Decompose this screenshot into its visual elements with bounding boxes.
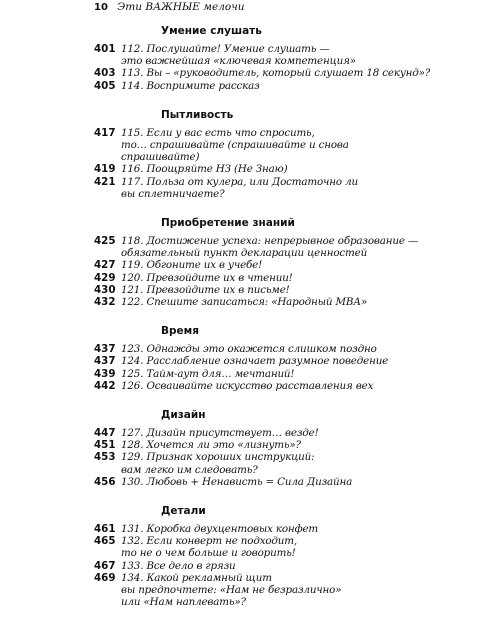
toc-entry-text bbox=[121, 127, 444, 164]
toc-page-number: 419 bbox=[94, 163, 116, 176]
toc-entry bbox=[94, 523, 444, 535]
toc-entry-line: 122. Спешите записаться: «Народный МВА» bbox=[121, 296, 368, 309]
toc-entry-text bbox=[121, 572, 444, 609]
toc-page-number: 421 bbox=[94, 175, 116, 188]
toc-entry-text bbox=[121, 80, 444, 92]
toc-entry-line: 129. Признак хороших инструкций: bbox=[121, 451, 315, 464]
toc-entry-line: то не о чем больше и говорить! bbox=[121, 547, 296, 560]
toc-entry-line: 120. Превзойдите их в чтении! bbox=[121, 271, 293, 284]
toc-entry bbox=[94, 476, 444, 488]
toc-entry-text bbox=[121, 296, 444, 308]
toc-entry-text bbox=[121, 523, 444, 535]
toc-entry-text bbox=[121, 451, 444, 475]
toc-entry bbox=[94, 235, 444, 259]
toc-page-number: 456 bbox=[94, 475, 116, 488]
toc-entry bbox=[94, 368, 444, 380]
toc-page-number: 437 bbox=[94, 343, 116, 356]
toc-page-number: 425 bbox=[94, 235, 116, 248]
toc-entry-line: 117. Польза от кулера, или Достаточно ли bbox=[121, 175, 358, 188]
toc-entry bbox=[94, 272, 444, 284]
toc-entry bbox=[94, 560, 444, 572]
toc-entry-text bbox=[121, 476, 444, 488]
toc-page-number: 439 bbox=[94, 367, 116, 380]
toc-entry-text bbox=[121, 368, 444, 380]
toc-entry-text bbox=[121, 163, 444, 175]
toc-entry bbox=[94, 163, 444, 175]
toc-entry-line: вам легко им следовать? bbox=[121, 463, 258, 476]
toc-page-number: 403 bbox=[94, 67, 116, 80]
toc-entry bbox=[94, 380, 444, 392]
toc-entry-text bbox=[121, 439, 444, 451]
toc-entry-text bbox=[121, 43, 444, 67]
toc-entry-line: это важнейшая «ключевая компетенция» bbox=[121, 55, 356, 68]
toc-entry-line: 121. Превзойдите их в письме! bbox=[121, 283, 290, 296]
toc-page-number: 430 bbox=[94, 283, 116, 296]
toc-entry-line: 130. Любовь + Ненависть = Сила Дизайна bbox=[121, 475, 353, 488]
toc-entry-text bbox=[121, 355, 444, 367]
toc-entry-line: 132. Если конверт не подходит, bbox=[121, 535, 297, 548]
toc-entry-line: 113. Вы – «руководитель, который слушает 18 секунд»? bbox=[121, 67, 431, 80]
toc-section bbox=[94, 409, 444, 488]
section-title: Пытливость bbox=[161, 108, 234, 121]
toc-entry-line: 119. Обгоните их в учебе! bbox=[121, 259, 263, 272]
toc-entry-line: 123. Однажды это окажется слишком поздно bbox=[121, 343, 377, 356]
toc-entry-text bbox=[121, 343, 444, 355]
section-title: Время bbox=[161, 325, 199, 338]
toc-entry bbox=[94, 67, 444, 79]
running-head bbox=[94, 1, 245, 14]
toc-entry bbox=[94, 127, 444, 164]
toc-entry-text bbox=[121, 380, 444, 392]
toc-entry-line: 124. Расслабление означает разумное поведение bbox=[121, 355, 389, 368]
toc-page-number: 405 bbox=[94, 79, 116, 92]
toc-entry bbox=[94, 259, 444, 271]
toc-entry-text bbox=[121, 176, 444, 200]
toc-entry-text bbox=[121, 67, 444, 79]
toc-entry bbox=[94, 176, 444, 200]
toc-entry-text bbox=[121, 427, 444, 439]
toc-entry bbox=[94, 284, 444, 296]
table-of-contents bbox=[94, 25, 444, 626]
toc-page-number: 401 bbox=[94, 43, 116, 55]
toc-entry-text bbox=[121, 284, 444, 296]
section-title: Приобретение знаний bbox=[161, 217, 295, 230]
toc-section bbox=[94, 109, 444, 200]
toc-page-number: 465 bbox=[94, 535, 116, 548]
section-title: Умение слушать bbox=[161, 25, 262, 37]
toc-entry bbox=[94, 427, 444, 439]
toc-entry-line: спрашивайте) bbox=[121, 151, 200, 164]
toc-page-number: 429 bbox=[94, 271, 116, 284]
toc-entry bbox=[94, 296, 444, 308]
toc-entry bbox=[94, 355, 444, 367]
toc-entry-line: 115. Если у вас есть что спросить, bbox=[121, 126, 315, 139]
toc-entry-line: 118. Достижение успеха: непрерывное образование — bbox=[121, 235, 419, 248]
toc-entry-line: вы сплетничаете? bbox=[121, 187, 225, 200]
toc-page-number: 417 bbox=[94, 126, 116, 139]
toc-entry-line: то… спрашивайте (спрашивайте и снова bbox=[121, 139, 349, 152]
toc-entry-line: вы предпочтете: «Нам не безразлично» bbox=[121, 584, 342, 597]
section-title: Дизайн bbox=[161, 409, 206, 422]
toc-page-number: 451 bbox=[94, 439, 116, 452]
toc-entry-line: 133. Все дело в грязи bbox=[121, 559, 236, 572]
toc-entry-line: 125. Тайм-аут для… мечтаний! bbox=[121, 367, 295, 380]
toc-entry-text bbox=[121, 535, 444, 559]
toc-entry-line: 131. Коробка двухцентовых конфет bbox=[121, 523, 319, 536]
toc-entry bbox=[94, 439, 444, 451]
toc-entry bbox=[94, 343, 444, 355]
toc-entry bbox=[94, 451, 444, 475]
toc-section bbox=[94, 217, 444, 308]
toc-entry-line: обязательный пункт декларации ценностей bbox=[121, 247, 368, 260]
toc-page-number: 442 bbox=[94, 379, 116, 392]
page-number: 10 bbox=[94, 2, 108, 13]
toc-page-number: 461 bbox=[94, 523, 116, 536]
toc-entry-text bbox=[121, 259, 444, 271]
toc-page-number: 437 bbox=[94, 355, 116, 368]
toc-entry bbox=[94, 535, 444, 559]
toc-entry-text bbox=[121, 235, 444, 259]
toc-page-number: 453 bbox=[94, 451, 116, 464]
section-title: Детали bbox=[161, 505, 206, 518]
toc-entry bbox=[94, 572, 444, 609]
toc-entry-line: 127. Дизайн присутствует… везде! bbox=[121, 427, 319, 440]
toc-page-number: 432 bbox=[94, 296, 116, 309]
toc-section bbox=[94, 25, 444, 92]
toc-entry-line: 126. Осваивайте искусство расставления вех bbox=[121, 379, 374, 392]
running-head-title: Эти ВАЖНЫЕ мелочи bbox=[117, 1, 245, 13]
toc-entry-line: 134. Какой рекламный щит bbox=[121, 571, 272, 584]
toc-entry-line: 116. Поощряйте НЗ (Не Знаю) bbox=[121, 163, 288, 176]
toc-entry-line: или «Нам наплевать»? bbox=[121, 596, 246, 609]
toc-section bbox=[94, 505, 444, 608]
toc-page-number: 467 bbox=[94, 559, 116, 572]
toc-page-number: 447 bbox=[94, 427, 116, 440]
toc-entry bbox=[94, 80, 444, 92]
toc-entry-line: 128. Хочется ли это «лизнуть»? bbox=[121, 439, 301, 452]
toc-entry bbox=[94, 43, 444, 67]
toc-entry-text bbox=[121, 272, 444, 284]
toc-page-number: 469 bbox=[94, 571, 116, 584]
toc-entry-text bbox=[121, 560, 444, 572]
toc-entry-line: 112. Послушайте! Умение слушать — bbox=[121, 43, 330, 55]
toc-entry-line: 114. Воспримите рассказ bbox=[121, 79, 260, 92]
toc-page-number: 427 bbox=[94, 259, 116, 272]
toc-section bbox=[94, 325, 444, 392]
